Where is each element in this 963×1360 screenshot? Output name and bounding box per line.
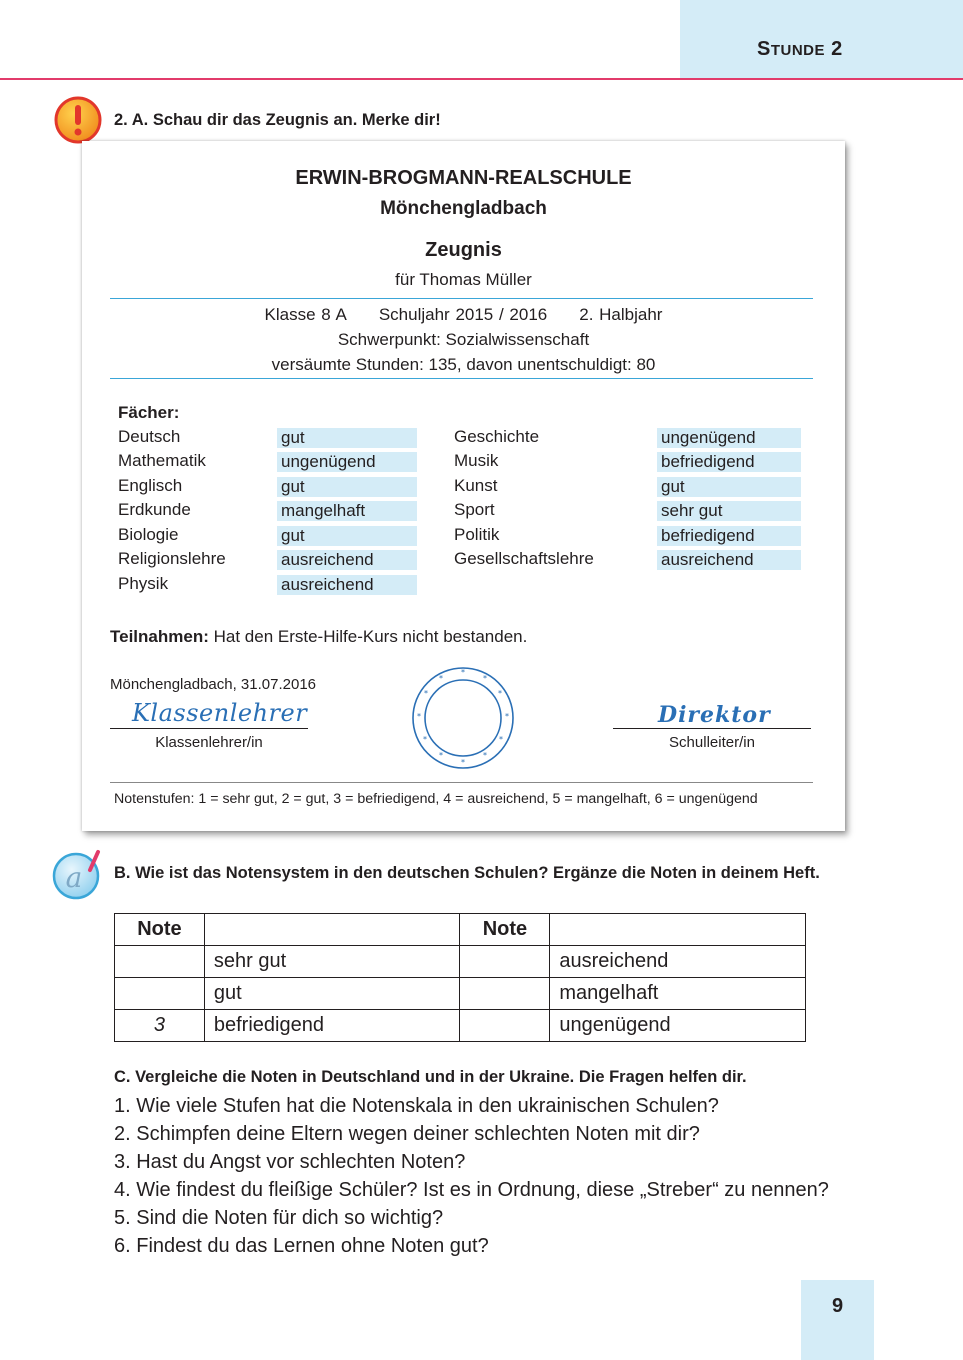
task-c-heading: C. Vergleiche die Noten in Deutschland und in der Ukraine. Die Fragen helfen dir. xyxy=(114,1068,747,1086)
svg-text:a: a xyxy=(65,861,83,894)
subject-row xyxy=(454,427,802,449)
subject-name: Biologie xyxy=(118,525,179,544)
school-year: Schuljahr 2015 / 2016 xyxy=(378,305,548,324)
grade-word-cell: mangelhaft xyxy=(550,978,806,1010)
question-item: 6. Findest du das Lernen ohne Noten gut? xyxy=(114,1235,489,1257)
subject-row xyxy=(118,427,418,449)
question-item: 2. Schimpfen deine Eltern wegen deiner schlechten Noten mit dir? xyxy=(114,1123,700,1145)
grade-table xyxy=(114,913,806,1042)
subject-row xyxy=(118,525,418,547)
subject-row xyxy=(118,574,418,596)
participation-text: Hat den Erste-Hilfe-Kurs nicht bestanden. xyxy=(213,627,528,646)
grade-scale-legend: Notenstufen: 1 = sehr gut, 2 = gut, 3 = befriedigend, 4 = ausreichend, 5 = mangelhaft, 6 = ungenügend xyxy=(114,791,758,807)
subject-row xyxy=(118,500,418,522)
note-input-cell[interactable] xyxy=(460,946,550,978)
grade-value: gut xyxy=(277,526,417,546)
participation-label: Teilnahmen: xyxy=(110,627,209,646)
grade-value: befriedigend xyxy=(657,452,801,472)
svg-text:*: * xyxy=(424,689,428,698)
class-label: Klasse 8 A xyxy=(264,305,347,324)
subject-row xyxy=(118,476,418,498)
subject-row xyxy=(454,451,802,473)
table-header-cell xyxy=(204,914,460,946)
focus-subject: Schwerpunkt: Sozialwissenschaft xyxy=(337,330,590,349)
subject-name: Gesellschaftslehre xyxy=(454,549,594,568)
grade-value: ausreichend xyxy=(657,550,801,570)
signature-line xyxy=(110,728,308,729)
school-stamp xyxy=(410,665,516,771)
question-item: 3. Hast du Angst vor schlechten Noten? xyxy=(114,1151,466,1173)
teacher-signature: Klassenlehrer xyxy=(132,699,308,727)
director-signature: Direktor xyxy=(658,702,771,728)
table-header-cell: Note xyxy=(115,914,205,946)
subject-row xyxy=(118,451,418,473)
grade-word-cell: ungenügend xyxy=(550,1010,806,1042)
grade-word-cell: sehr gut xyxy=(204,946,460,978)
grade-value: gut xyxy=(277,477,417,497)
subject-name: Religionslehre xyxy=(118,549,226,568)
subject-name: Kunst xyxy=(454,476,498,495)
divider xyxy=(110,378,813,379)
note-input-cell[interactable] xyxy=(115,946,205,978)
writing-icon xyxy=(52,848,104,900)
subject-name: Deutsch xyxy=(118,427,181,446)
grade-value: ausreichend xyxy=(277,550,417,570)
report-card xyxy=(82,141,845,831)
teacher-caption: Klassenlehrer/in xyxy=(155,734,263,751)
question-item: 4. Wie findest du fleißige Schüler? Ist es in Ordnung, diese „Streber“ zu nennen? xyxy=(114,1179,829,1201)
svg-text:*: * xyxy=(461,668,465,677)
subject-name: Geschichte xyxy=(454,427,540,446)
table-header-row xyxy=(115,914,806,946)
grade-word-cell: ausreichend xyxy=(550,946,806,978)
subject-row xyxy=(118,549,418,571)
svg-text:*: * xyxy=(423,735,427,744)
svg-text:*: * xyxy=(498,689,502,698)
grade-word-cell: gut xyxy=(204,978,460,1010)
school-name: ERWIN-BROGMANN-REALSCHULE xyxy=(295,167,632,189)
grade-value: ausreichend xyxy=(277,575,417,595)
svg-text:*: * xyxy=(439,751,443,760)
exclamation-icon xyxy=(54,96,102,144)
subject-row xyxy=(454,500,802,522)
subject-name: Englisch xyxy=(118,476,183,495)
signature-line xyxy=(613,728,811,729)
subject-row xyxy=(454,549,802,571)
svg-text:*: * xyxy=(417,712,421,721)
table-header-cell: Note xyxy=(460,914,550,946)
task-b-heading: B. Wie ist das Notensystem in den deutschen Schulen? Ergänze die Noten in deinem Heft. xyxy=(114,864,820,882)
svg-text:*: * xyxy=(483,751,487,760)
grade-value: ungenügend xyxy=(657,428,801,448)
svg-text:*: * xyxy=(439,674,443,683)
participation-note xyxy=(110,627,527,647)
grade-value: gut xyxy=(277,428,417,448)
grade-value: sehr gut xyxy=(657,501,801,521)
table-row xyxy=(115,1010,806,1042)
school-city: Mönchengladbach xyxy=(380,198,547,219)
director-caption: Schulleiter/in xyxy=(669,734,755,751)
svg-text:*: * xyxy=(461,758,465,767)
svg-text:*: * xyxy=(505,712,509,721)
task-a-heading: 2. A. Schau dir das Zeugnis an. Merke dir! xyxy=(114,111,441,129)
half-year: 2. Halbjahr xyxy=(579,305,663,324)
report-date: Mönchengladbach, 31.07.2016 xyxy=(110,676,317,693)
missed-hours: versäumte Stunden: 135, davon unentschuldigt: 80 xyxy=(271,355,656,374)
svg-text:*: * xyxy=(499,735,503,744)
grade-value: befriedigend xyxy=(657,526,801,546)
table-row xyxy=(115,946,806,978)
subject-name: Mathematik xyxy=(118,451,206,470)
note-input-cell[interactable] xyxy=(460,978,550,1010)
divider xyxy=(110,298,813,299)
subject-name: Physik xyxy=(118,574,169,593)
grade-value: gut xyxy=(657,477,801,497)
grade-value: ungenügend xyxy=(277,452,417,472)
page-number-box xyxy=(801,1280,874,1360)
subject-name: Musik xyxy=(454,451,499,470)
header-divider xyxy=(0,78,963,80)
note-input-cell[interactable]: 3 xyxy=(115,1010,205,1042)
divider xyxy=(110,782,813,783)
note-input-cell[interactable] xyxy=(115,978,205,1010)
subject-name: Politik xyxy=(454,525,500,544)
subjects-label: Fächer: xyxy=(118,403,180,422)
note-input-cell[interactable] xyxy=(460,1010,550,1042)
class-info xyxy=(82,305,845,325)
svg-text:*: * xyxy=(483,674,487,683)
table-header-cell xyxy=(550,914,806,946)
report-title: Zeugnis xyxy=(425,239,502,261)
grade-word-cell: befriedigend xyxy=(204,1010,460,1042)
subject-row xyxy=(454,476,802,498)
subject-row xyxy=(454,525,802,547)
student-name: für Thomas Müller xyxy=(395,270,532,289)
subject-name: Sport xyxy=(454,500,495,519)
question-item: 1. Wie viele Stufen hat die Notenskala in den ukrainischen Schulen? xyxy=(114,1095,719,1117)
table-row xyxy=(115,978,806,1010)
lesson-title: STUNDE 2 xyxy=(757,38,843,60)
grade-value: mangelhaft xyxy=(277,501,417,521)
question-item: 5. Sind die Noten für dich so wichtig? xyxy=(114,1207,444,1229)
subject-name: Erdkunde xyxy=(118,500,191,519)
page-number: 9 xyxy=(831,1295,844,1317)
